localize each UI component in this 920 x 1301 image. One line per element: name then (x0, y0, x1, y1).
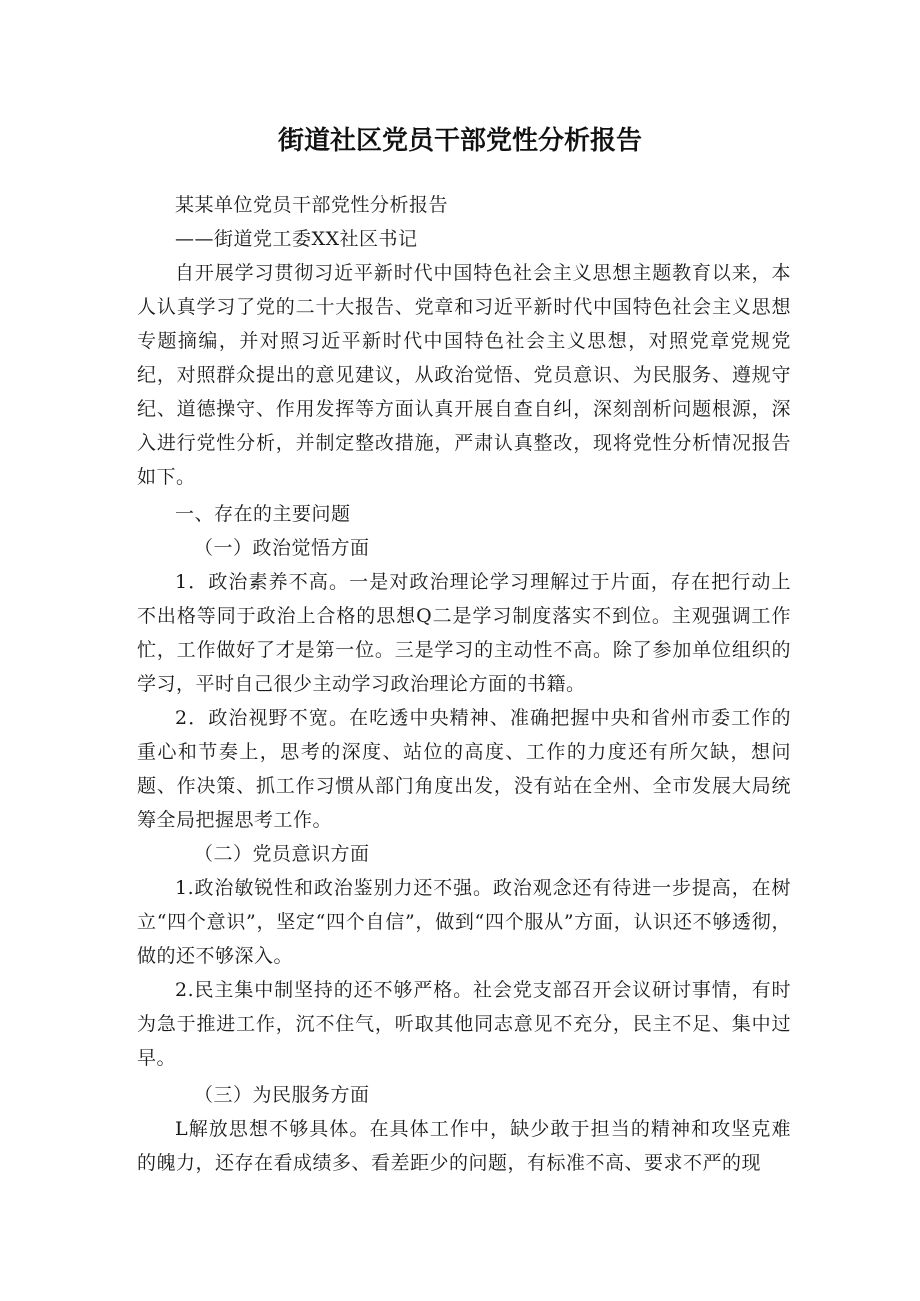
author-line: ——街道党工委XX社区书记 (175, 228, 418, 250)
intro-paragraph: 自开展学习贯彻习近平新时代中国特色社会主义思想主题教育以来，本人认真学习了党的二十大报告、党章和习近平新时代中国特色社会主义思想专题摘编，并对照习近平新时代中国特色社会主义思想，对照党章党规党纪，对照群众提出的意见建议，从政治觉悟、党员意识、为民服务、遵规守纪、道德操守、作用发挥等方面认真开展自查自纠，深刻剖析问题根源，深入进行党性分析，并制定整改措施，严肃认真整改，现将党性分析情况报告如下。 (137, 262, 791, 488)
body-paragraph: 1.政治敏锐性和政治鉴别力还不强。政治观念还有待进一步提高，在树立“四个意识”，坚定“四个自信”，做到“四个服从”方面，认识还不够透彻，做的还不够深入。 (137, 877, 791, 967)
subsection-heading: （二）党员意识方面 (194, 843, 370, 865)
document-title: 街道社区党员干部党性分析报告 (277, 126, 642, 156)
subsection-heading: （三）为民服务方面 (194, 1084, 370, 1106)
body-paragraph: 2．政治视野不宽。在吃透中央精神、准确把握中央和省州市委工作的重心和节奏上，思考的深度、站位的高度、工作的力度还有所欠缺，想问题、作决策、抓工作习惯从部门角度出发，没有站在全州、全市发展大局统筹全局把握思考工作。 (137, 707, 791, 831)
body-paragraph: 1．政治素养不高。一是对政治理论学习理解过于片面，存在把行动上不出格等同于政治上合格的思想Q二是学习制度落实不到位。主观强调工作忙，工作做好了才是第一位。三是学习的主动性不高。除了参加单位组织的学习，平时自己很少主动学习政治理论方面的书籍。 (137, 571, 791, 695)
subsection-heading: （一）政治觉悟方面 (194, 537, 370, 559)
section-heading: 一、存在的主要问题 (175, 503, 351, 525)
document-body (137, 188, 791, 1180)
document-subtitle: 某某单位党员干部党性分析报告 (175, 194, 449, 216)
body-paragraph: 2.民主集中制坚持的还不够严格。社会党支部召开会议研讨事情，有时为急于推进工作，沉不住气，听取其他同志意见不充分，民主不足、集中过早。 (137, 979, 791, 1069)
body-paragraph: L解放思想不够具体。在具体工作中，缺少敢于担当的精神和攻坚克难的魄力，还存在看成绩多、看差距少的问题，有标准不高、要求不严的现 (137, 1118, 791, 1174)
